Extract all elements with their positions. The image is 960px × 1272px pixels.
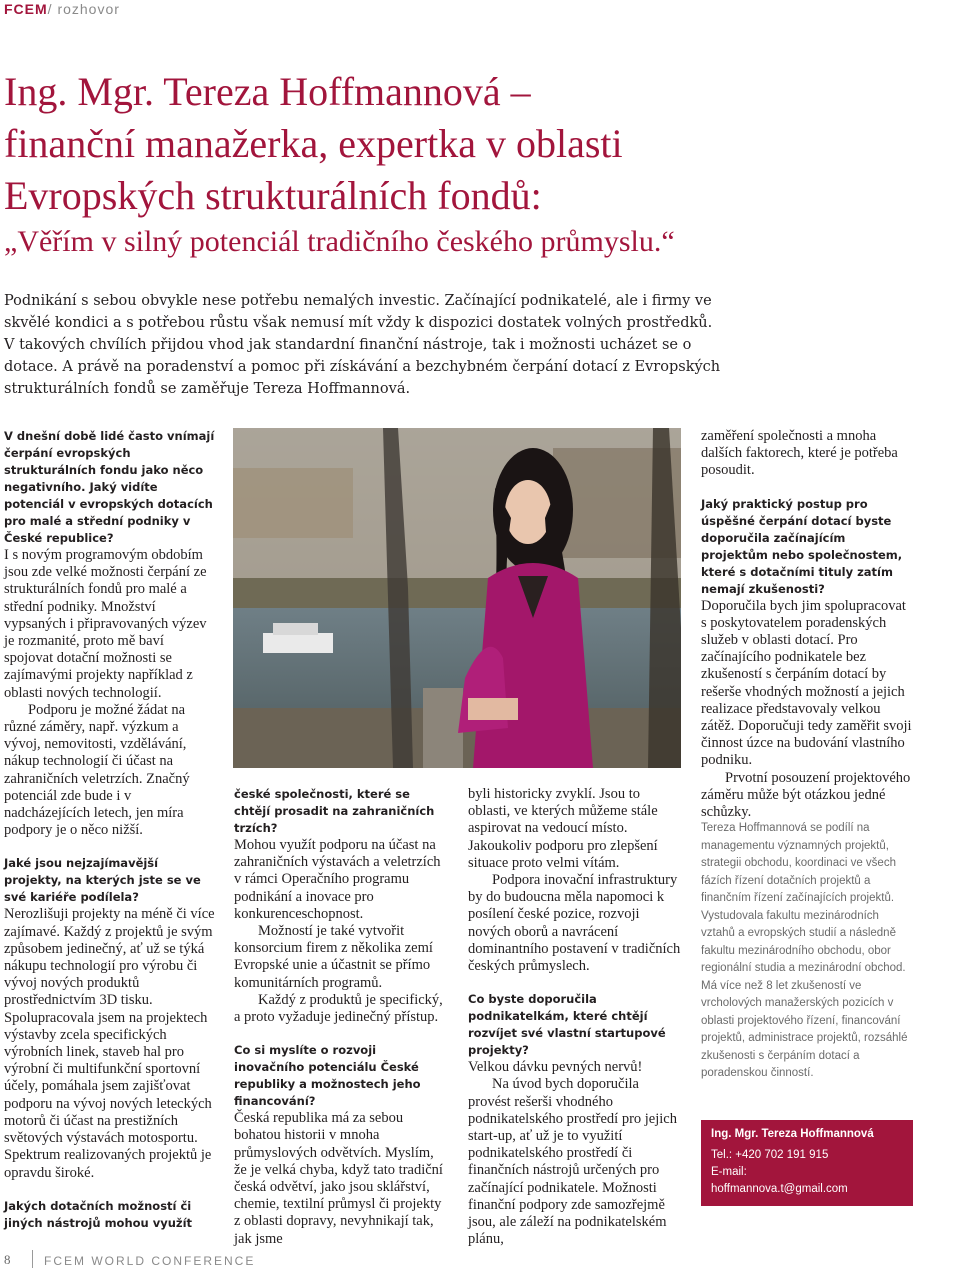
answer-6-cont: Prvotní posouzení projektového záměru může být otázkou jedné schůzky.	[701, 769, 911, 821]
question-3: Jakých dotačních možností či jiných nástrojů mohou využít	[4, 1198, 193, 1230]
section-name: / rozhovor	[47, 1, 120, 17]
portrait-photo	[233, 428, 681, 768]
title-line-3: Evropských strukturálních fondů:	[4, 173, 542, 218]
answer-1-cont: Podporu je možné žádat na různé záměry, např. výzkum a vývoj, nemovitosti, vzdělávání, nákup technologií či účast na zahraničních veletrzích. Značný potenciál zde bude i v nadcházejících letech, jen míra podpory je o něco nižší.	[4, 701, 190, 839]
page-number: 8	[4, 1252, 11, 1267]
article-lead: Podnikání s sebou obvykle nese potřebu nemalých investic. Začínající podnikatelé, ale i firmy ve skvělé kondici a s potřebou růstu však nemusí mít vždy k dispozici dostatek volných prostředků. V takových chvílích přijdou vhod jak standardní finanční nástroje, tak i možnosti ucházet se o dotace. A právě na poradenství a pomoc při získávání a bezchybném čerpání dotací z Evropských strukturálních fondů se zaměřuje Tereza Hoffmannová.	[4, 293, 721, 397]
answer-5-cont: Na úvod bych doporučila provést rešerši vhodného podnikatelského prostředí pro jejich start-up, ať už je to využití podnikatelského prostředí či finančních nástrojů určených pro začínající podnikatele. Možnosti finanční podpory zde samozřejmě jsou, ale záleží na podnikatelském plánu,	[468, 1076, 677, 1248]
question-5: Co byste doporučila podnikatelkám, které chtějí rozvíjet své vlastní startupové projekty?	[468, 992, 666, 1058]
column-4	[701, 428, 913, 821]
title-quote: „Věřím v silný potenciál tradičního českého průmyslu.“	[4, 225, 675, 258]
answer-3-end: Každý z produktů je specifický, a proto vyžaduje jedinečný přístup.	[234, 991, 443, 1026]
answer-4-end: Podpora inovační infrastruktury by do budoucna měla napomoci k posílení české pozice, rozvoji nových oborů a navrácení dominantního postavení v tradičních českých průmyslech.	[468, 872, 681, 975]
title-line-1: Ing. Mgr. Tereza Hoffmannová –	[4, 69, 531, 114]
title-line-2: finanční manažerka, expertka v oblasti	[4, 121, 623, 166]
answer-3: Mohou využít podporu na účast na zahraničních výstavách a veletrzích v rámci Operačního programu podnikání a inovace pro konkurenceschopnost.	[234, 837, 441, 922]
question-4: Co si myslíte o rozvoji inovačního potenciálu České republiky a možnostech jeho financování?	[234, 1043, 421, 1109]
question-3-cont: české společnosti, které se chtějí prosadit na zahraničních trzích?	[234, 787, 435, 835]
column-1	[4, 428, 216, 1232]
publication-name: FCEM WORLD CONFERENCE	[44, 1254, 256, 1268]
contact-box	[701, 1120, 913, 1206]
column-3	[468, 786, 682, 1248]
contact-email[interactable]: hoffmannova.t@gmail.com	[711, 1183, 848, 1195]
article-title	[4, 66, 954, 262]
answer-5-end: zaměření společnosti a mnoha dalších faktorech, které je potřeba posoudit.	[701, 428, 898, 479]
contact-phone: Tel.: +420 702 191 915	[711, 1149, 829, 1161]
section-label	[4, 1, 120, 17]
answer-1: I s novým programovým obdobím jsou zde velké možnosti čerpání ze strukturálních fondů pro malé a střední podniky. Množství vypsaných i připravovaných výzev je rozmanité, proto mě baví spojovat dotační možnosti se zajímavými projekty například z oblasti nových technologií.	[4, 547, 207, 701]
answer-3-cont: Možností je také vytvořit konsorcium firem z několika zemí Evropské unie a účastnit se přímo komunitárních programů.	[234, 923, 433, 991]
column-2	[234, 786, 448, 1248]
answer-2: Nerozlišuji projekty na méně či více zajímavé. Každý z projektů je svým způsobem jedinečný, ať už se týká nákupu technologií pro výrobu či vývoj nových produktů prostřednictvím 3D tisku. Spolupracovala jsem na projektech výstavby zcela specifických výrobních linek, staveb hal pro výrobní či multifunkční sportovní účely, pomáhala jsem zajišťovat podporu na vývoj nových leteckých motorů či účast na prestižních světových výstavách motosportu. Spektrum realizovaných projektů je opravdu široké.	[4, 906, 215, 1181]
author-bio: Tereza Hoffmannová se podílí na managementu významných projektů, strategii obchodu, koordinaci ve všech fázích řízení dotačních projektů a finančním řízení začínajících projektů. Vystudovala fakultu mezinárodních vztahů a evropských studií a následně fakultu mezinárodního obchodu, obor regionální studia a mezinárodní obchod. Má více než 8 let zkušeností ve vrcholových manažerských pozicích v oblasti projektového řízení, financování projektů, administrace projektů, rozsáhlé zkušenosti s čerpáním dotací a poradenskou činností.	[701, 822, 908, 1079]
footer-divider	[32, 1250, 33, 1268]
question-2: Jaké jsou nejzajímavější projekty, na kterých jste se ve své kariéře podílela?	[4, 856, 201, 905]
answer-4: Česká republika má za sebou bohatou historii v mnoha průmyslových odvětvích. Myslím, že je velká chyba, když tato tradiční česká odvětví, jako jsou sklářství, chemie, textilní průmysl či projekty z oblasti dopravy, nevyhnikají tak, jak jsme	[234, 1110, 443, 1247]
answer-4-cont: byli historicky zvyklí. Jsou to oblasti, ve kterých můžeme stále aspirovat na vedoucí místo. Jakoukoliv podporu pro zlepšení situace proto velmi vítám.	[468, 786, 658, 871]
question-6: Jaký praktický postup pro úspěšné čerpání dotací byste doporučila začínajícím projektům nebo společnostem, které s dotačními tituly zatím nemají zkušenosti?	[701, 496, 903, 596]
question-1: V dnešní době lidé často vnímají čerpání evropských strukturálních fondu jako něco negativního. Jaký vidíte potenciál v evropských dotacích pro malé a střední podniky v České republice?	[4, 429, 215, 545]
contact-name: Ing. Mgr. Tereza Hoffmannová	[711, 1128, 874, 1140]
contact-email-label: E-mail:	[711, 1166, 747, 1178]
answer-5: Velkou dávku pevných nervů!	[468, 1059, 643, 1076]
section-brand: FCEM	[4, 1, 48, 17]
answer-6: Doporučila bych jim spolupracovat s poskytovatelem poradenských služeb v oblasti dotací. Pro začínajícího podnikatele bez zkušeností s čerpáním dotací by rešerše vhodných možností a jejich realizace představovaly velkou zátěž. Doporučuji tedy zaměřit svoji činnost úzce na budování vlastního podniku.	[701, 597, 912, 769]
